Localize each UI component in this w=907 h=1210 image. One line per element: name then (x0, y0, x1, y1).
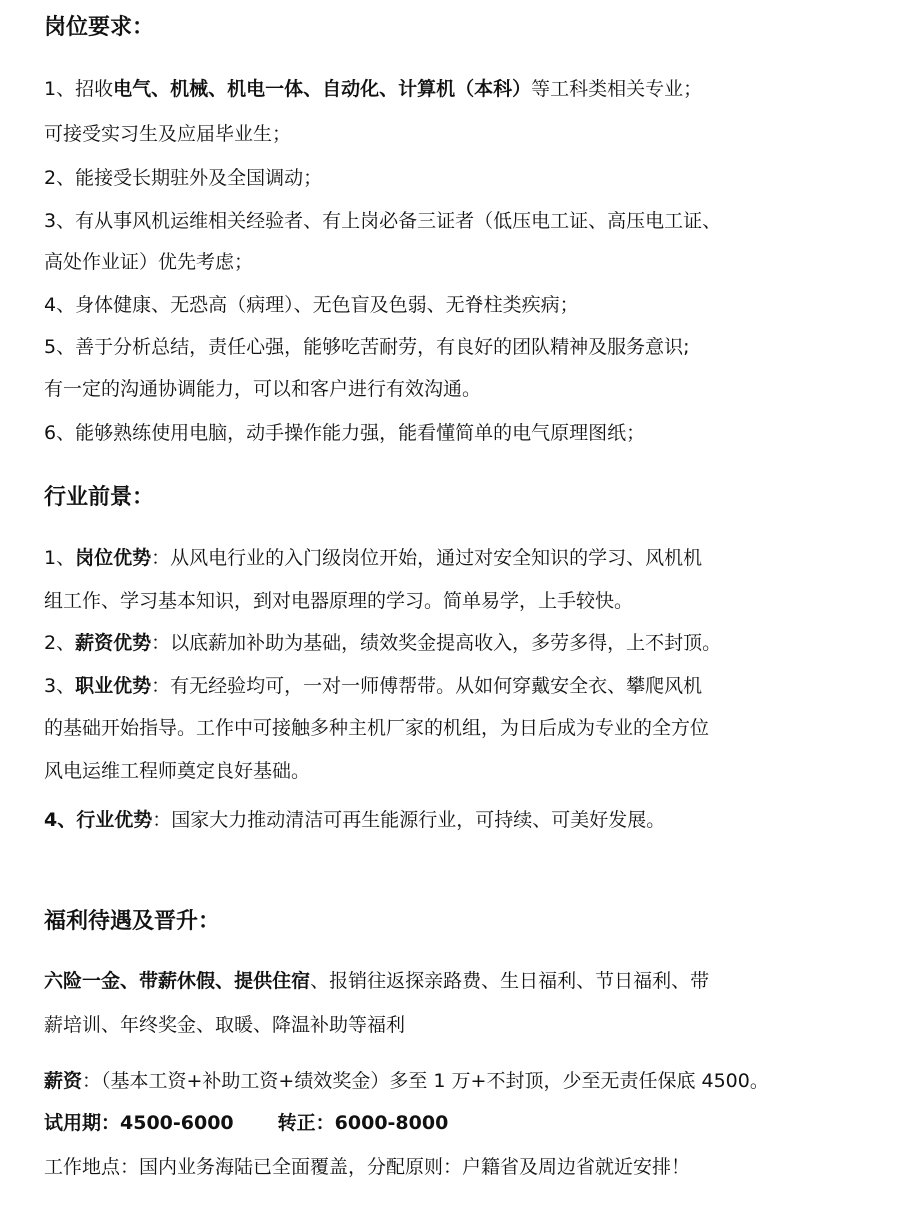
regular-pay: 转正：6000-8000 (277, 1112, 449, 1134)
benefits-line-1 (44, 968, 709, 994)
requirement-1 (44, 76, 702, 102)
requirement-5: 5、善于分析总结，责任心强，能够吃苦耐劳，有良好的团队精神及服务意识; (44, 336, 690, 358)
requirement-6: 6、能够熟练使用电脑，动手操作能力强，能看懂简单的电气原理图纸； (44, 422, 646, 444)
prospect-3 (44, 673, 702, 699)
prospect-3-cont: 的基础开始指导。工作中可接触多种主机厂家的机组，为日后成为专业的全方位 (44, 717, 710, 739)
prospect-1-label: 岗位优势 (75, 547, 152, 569)
prospect-1-text: ：从风电行业的入门级岗位开始，通过对安全知识的学习、风机机 (151, 547, 703, 569)
requirement-1-post: 等工科类相关专业； (531, 78, 703, 100)
prospect-3-num: 3、 (44, 675, 76, 697)
prospect-1-num: 1、 (44, 547, 76, 569)
requirement-1-pre: 招收 (75, 78, 114, 100)
prospect-3-label: 职业优势 (75, 675, 152, 697)
pay-range-line (44, 1110, 448, 1136)
prospect-2-text: ：以底薪加补助为基础，绩效奖金提高收入，多劳多得，上不封顶。 (151, 632, 722, 654)
requirement-1-cont: 可接受实习生及应届毕业生； (44, 123, 292, 145)
prospect-3-text: ：有无经验均可，一对一师傅帮带。从如何穿戴安全衣、攀爬风机 (151, 675, 703, 697)
prospect-2 (44, 630, 721, 656)
requirement-1-majors: 电气、机械、机电一体、自动化、计算机（本科） (113, 78, 532, 100)
requirement-1-num: 1、 (44, 78, 76, 100)
prospect-1-cont: 组工作、学习基本知识，到对电器原理的学习。简单易学，上手较快。 (44, 590, 634, 612)
prospect-3-cont2: 风电运维工程师奠定良好基础。 (44, 760, 311, 782)
requirement-5-cont: 有一定的沟通协调能力，可以和客户进行有效沟通。 (44, 378, 482, 400)
requirement-2: 2、能接受长期驻外及全国调动； (44, 167, 323, 189)
prospect-2-num: 2、 (44, 632, 76, 654)
requirement-4: 4、身体健康、无恐高（病理）、无色盲及色弱、无脊柱类疾病； (44, 294, 579, 316)
prospect-2-label: 薪资优势 (75, 632, 152, 654)
prospect-4-num: 4、 (44, 809, 77, 831)
prospect-1 (44, 545, 702, 571)
requirement-3-cont: 高处作业证）优先考虑； (44, 251, 254, 273)
prospect-4-label: 行业优势 (76, 809, 153, 831)
requirement-3: 3、有从事风机运维相关经验者、有上岗必备三证者（低压电工证、高压电工证、 (44, 210, 722, 232)
benefit-insurance: 六险一金 (44, 970, 121, 992)
benefit-sep-a: 、 (120, 970, 140, 992)
benefits-rest: 、报销往返探亲路费、生日福利、节日福利、带 (310, 970, 710, 992)
benefit-sep-b: 、 (215, 970, 235, 992)
salary-text: ：（基本工资+补助工资+绩效奖金）多至 1 万+不封顶，少至无责任保底 4500。 (82, 1070, 769, 1092)
benefit-paid-leave: 带薪休假 (139, 970, 216, 992)
requirements-heading: 岗位要求： (44, 15, 155, 40)
salary-line (44, 1068, 769, 1094)
prospect-4 (44, 807, 665, 833)
prospect-4-text: ：国家大力推动清洁可再生能源行业，可持续、可美好发展。 (152, 809, 666, 831)
benefit-housing: 提供住宿 (234, 970, 311, 992)
work-location: 工作地点：国内业务海陆已全面覆盖，分配原则：户籍省及周边省就近安排！ (44, 1156, 691, 1178)
prospects-heading: 行业前景： (44, 485, 155, 510)
benefits-line-1-cont: 薪培训、年终奖金、取暖、降温补助等福利 (44, 1014, 406, 1036)
benefits-heading: 福利待遇及晋升： (44, 909, 221, 934)
probation-pay: 试用期：4500-6000 (44, 1112, 234, 1134)
salary-label: 薪资 (44, 1070, 83, 1092)
